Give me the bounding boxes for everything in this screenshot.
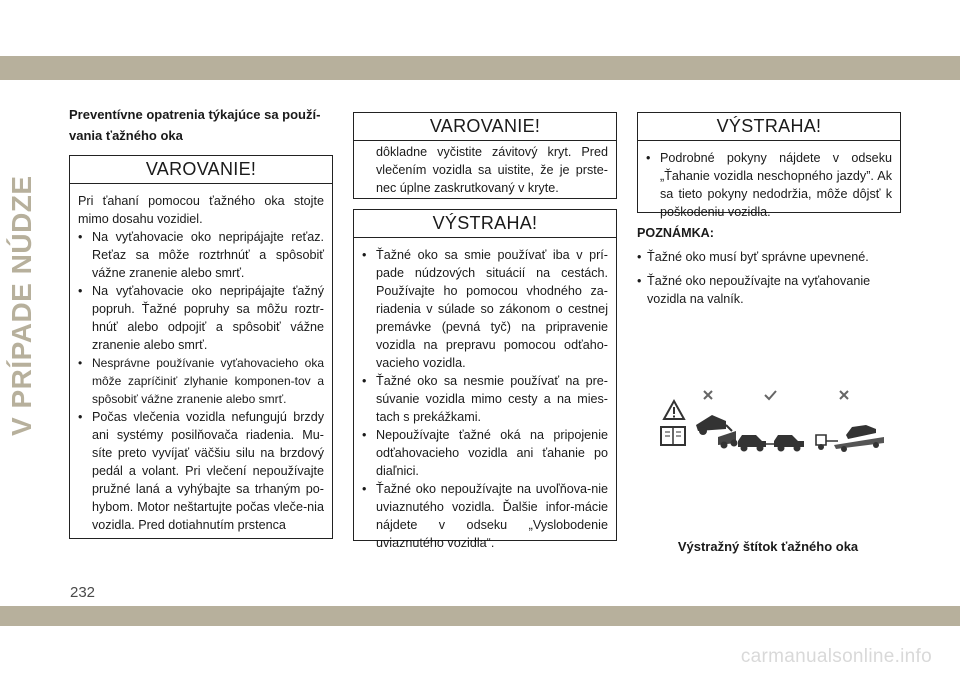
watermark: carmanualsonline.info <box>740 646 932 667</box>
caution-box-heading: VÝSTRAHA! <box>354 210 616 238</box>
caution-item: • Ťažné oko sa nesmie používať na pre-súvanie vozidla mimo cesty a na mies-tach s prekážkami. <box>362 372 608 426</box>
manual-book-icon <box>661 427 685 445</box>
caution-item: • Podrobné pokyny nájdete v odseku „Ťahanie vozidla neschopného jazdy”. Ak sa tieto pokyny nedodržia, môže dôjsť k poškodeniu vozidla. <box>646 149 892 221</box>
warning-box-heading: VAROVANIE! <box>354 113 616 141</box>
section-heading: Preventívne opatrenia týkajúce sa použí-vania ťažného oka <box>69 107 321 143</box>
caution-item: • Ťažné oko sa smie používať iba v prí-pade núdzových situácií na cestách. Používajte ho pomocou vhodného za-riadenia v súlade so zákonom o cestnej premávke (pevná tyč) na pripravenie vozidla na prepravu pomocou odťaho-vacieho vozidla. <box>362 246 608 372</box>
cross-mark-icon <box>840 391 848 399</box>
warning-box-continued <box>353 112 617 199</box>
warning-box <box>69 155 333 539</box>
top-band <box>0 56 960 80</box>
car-lifted-by-tow-truck-icon <box>696 415 738 449</box>
tow-eye-warning-label-figure <box>654 385 884 465</box>
warning-triangle-icon <box>664 401 684 419</box>
cross-mark-icon <box>704 391 712 399</box>
note-item: • Ťažné oko nepoužívajte na vyťahovanie vozidla na valník. <box>637 272 899 308</box>
note-title: POZNÁMKA: <box>637 226 714 240</box>
caution-box-2 <box>637 112 901 219</box>
warning-box-heading: VAROVANIE! <box>70 156 332 184</box>
caution-item: • Nepoužívajte ťažné oká na pripojenie odťahovacieho vozidla ani ťahanie po diaľnici. <box>362 426 608 480</box>
note-section <box>637 224 899 314</box>
caution-item: • Ťažné oko nepoužívajte na uvoľňova-nie uviaznutého vozidla. Ďalšie infor-mácie nájdete v odseku „Vyslobodenie uviaznutého vozidla“. <box>362 480 608 552</box>
figure-caption: Výstražný štítok ťažného oka <box>677 539 859 554</box>
bottom-band <box>0 606 960 626</box>
warning-item: • Na vyťahovacie oko nepripájajte ťažný popruh. Ťažné popruhy sa môžu roztr-hnúť alebo odpojiť a spôsobiť vážne zranenie alebo smrť. <box>78 282 324 354</box>
note-item: • Ťažné oko musí byť správne upevnené. <box>637 248 899 266</box>
warning-box-intro: Pri ťahaní pomocou ťažného oka stojte mimo dosahu vozidiel. <box>78 194 324 226</box>
warning-item: • Na vyťahovacie oko nepripájajte reťaz. Reťaz sa môže roztrhnúť a spôsobiť vážne zranenie alebo smrť. <box>78 228 324 282</box>
check-mark-icon <box>765 391 776 399</box>
caution-box-heading: VÝSTRAHA! <box>638 113 900 141</box>
car-pulled-onto-flatbed-icon <box>816 425 884 452</box>
car-towing-car-icon <box>738 435 804 452</box>
warning-box-text: dôkladne vyčistite závitový kryt. Pred vlečením vozidla sa uistite, že je prste-nec úplne zaskrutkovaný v kryte. <box>376 145 608 195</box>
side-chapter-title-text: V PRÍPADE NÚDZE <box>6 175 37 436</box>
caution-box <box>353 209 617 550</box>
warning-item: • Počas vlečenia vozidla nefungujú brzdy ani systémy posilňovača riadenia. Mu-síte preto vyvíjať väčšiu silu na brzdový pedál a volant. Pri vlečení nepoužívajte pružné laná a vyhýbajte sa trhaným po-hybom. Motor neštartujte počas vleče-nia vozidla. Pred dotiahnutím prstenca <box>78 408 324 534</box>
warning-item: • Nesprávne používanie vyťahovacieho oka môže zapríčiniť zlyhanie komponen-tov a spôsobiť vážne zranenie alebo smrť. <box>78 354 324 408</box>
page-number: 232 <box>70 584 96 601</box>
